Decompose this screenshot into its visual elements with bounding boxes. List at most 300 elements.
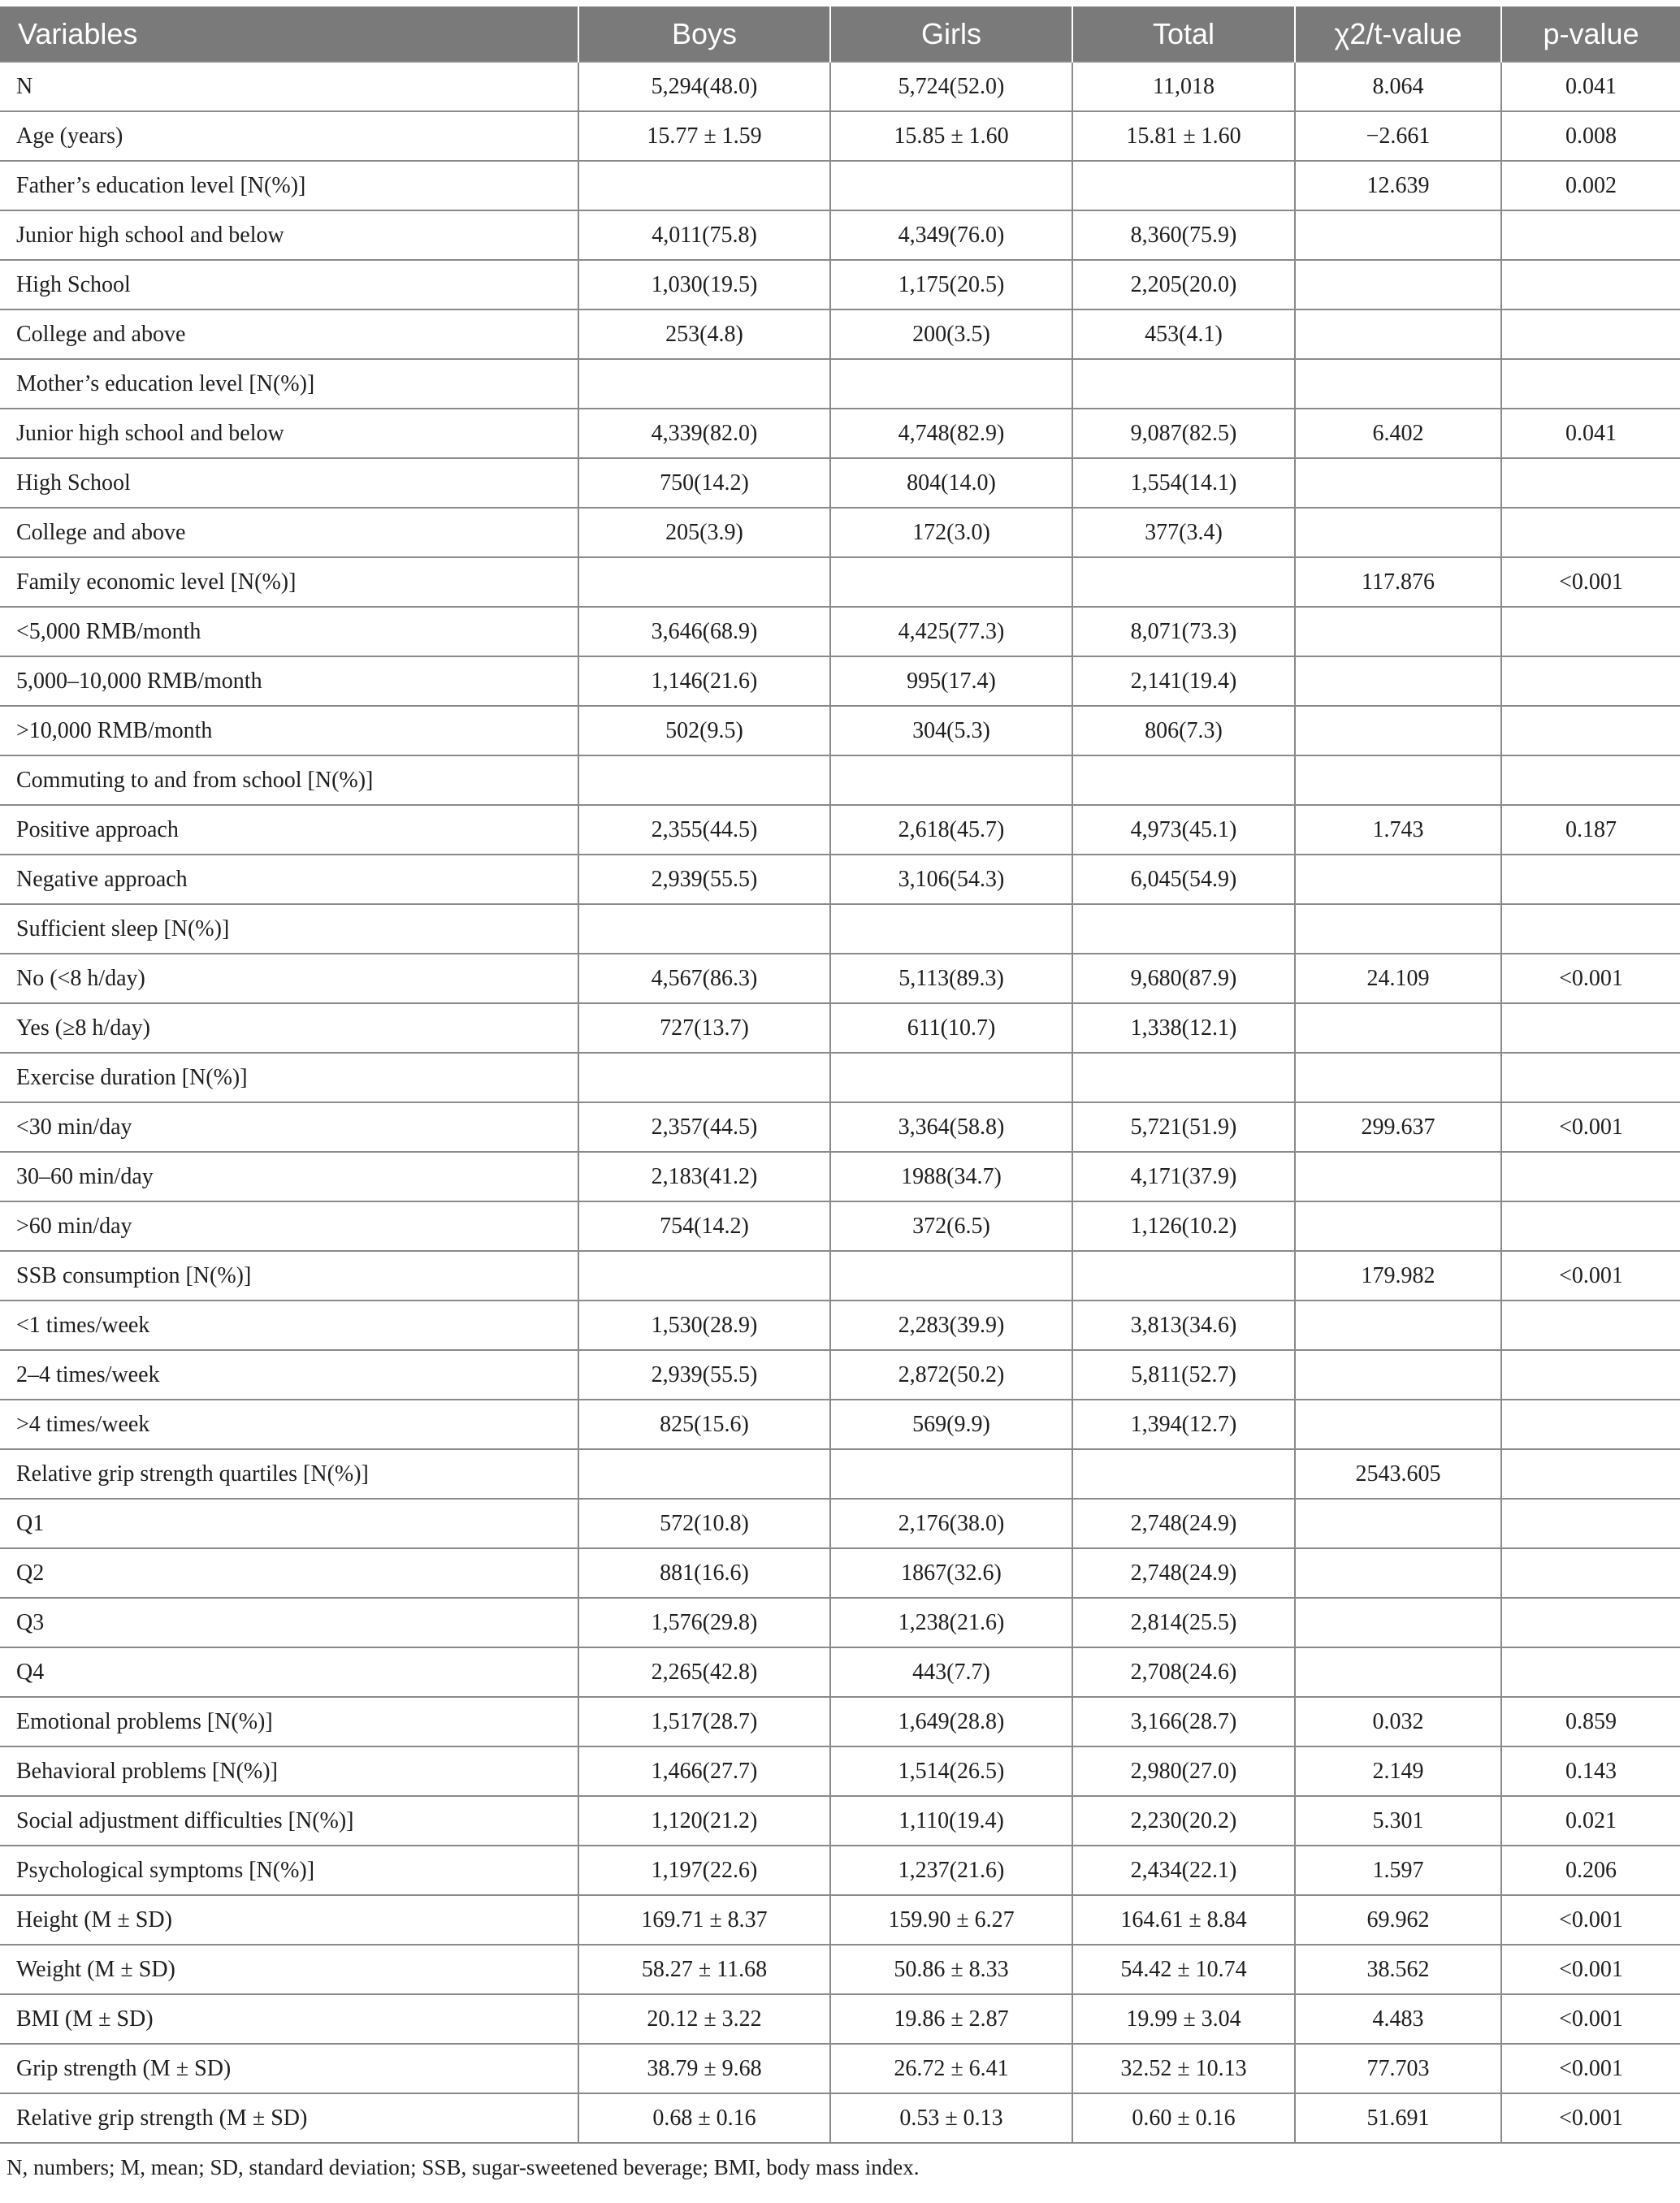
variable-cell: Father’s education level [N(%)] [0, 161, 578, 210]
total-cell: 4,171(37.9) [1072, 1152, 1295, 1201]
girls-cell: 569(9.9) [830, 1400, 1072, 1449]
statistic-cell: 38.562 [1295, 1945, 1501, 1994]
variable-cell: Family economic level [N(%)] [0, 557, 578, 607]
variable-cell: Junior high school and below [0, 210, 578, 260]
variable-cell: >60 min/day [0, 1201, 578, 1251]
variable-cell: >10,000 RMB/month [0, 706, 578, 755]
variable-cell: 2–4 times/week [0, 1350, 578, 1400]
p-value-cell: 0.008 [1501, 111, 1680, 161]
table-row [0, 1301, 1680, 1350]
total-cell: 1,338(12.1) [1072, 1003, 1295, 1053]
total-cell: 5,721(51.9) [1072, 1102, 1295, 1152]
total-cell: 2,814(25.5) [1072, 1598, 1295, 1647]
boys-cell: 750(14.2) [578, 458, 830, 508]
variable-cell: High School [0, 260, 578, 309]
statistic-cell [1295, 904, 1501, 954]
variable-cell: 5,000–10,000 RMB/month [0, 656, 578, 706]
girls-cell: 443(7.7) [830, 1647, 1072, 1697]
total-cell: 8,360(75.9) [1072, 210, 1295, 260]
variable-cell: Sufficient sleep [N(%)] [0, 904, 578, 954]
statistic-cell [1295, 706, 1501, 755]
table-row [0, 1201, 1680, 1251]
girls-cell: 995(17.4) [830, 656, 1072, 706]
table-row [0, 1994, 1680, 2044]
p-value-cell: 0.021 [1501, 1796, 1680, 1846]
girls-cell: 611(10.7) [830, 1003, 1072, 1053]
statistic-cell: 12.639 [1295, 161, 1501, 210]
p-value-cell [1501, 904, 1680, 954]
statistic-cell [1295, 1350, 1501, 1400]
data-table [0, 6, 1680, 2144]
statistic-cell: 1.743 [1295, 805, 1501, 855]
table-row [0, 1449, 1680, 1499]
variable-cell: Commuting to and from school [N(%)] [0, 755, 578, 805]
girls-cell [830, 161, 1072, 210]
total-cell: 806(7.3) [1072, 706, 1295, 755]
table-row [0, 954, 1680, 1003]
total-cell: 11,018 [1072, 62, 1295, 111]
variable-cell: Grip strength (M ± SD) [0, 2044, 578, 2093]
variable-cell: Weight (M ± SD) [0, 1945, 578, 1994]
boys-cell [578, 557, 830, 607]
table-row [0, 805, 1680, 855]
girls-cell: 0.53 ± 0.13 [830, 2093, 1072, 2143]
header-girls: Girls [830, 6, 1072, 62]
variable-cell: Q2 [0, 1548, 578, 1598]
girls-cell: 159.90 ± 6.27 [830, 1895, 1072, 1945]
boys-cell: 2,355(44.5) [578, 805, 830, 855]
table-row [0, 210, 1680, 260]
girls-cell [830, 359, 1072, 409]
header-variables: Variables [0, 6, 578, 62]
boys-cell: 1,197(22.6) [578, 1846, 830, 1895]
variable-cell: SSB consumption [N(%)] [0, 1251, 578, 1301]
header-row [0, 6, 1680, 62]
table-row [0, 1598, 1680, 1647]
statistic-cell [1295, 210, 1501, 260]
table-row [0, 1499, 1680, 1548]
p-value-cell [1501, 706, 1680, 755]
total-cell: 19.99 ± 3.04 [1072, 1994, 1295, 2044]
girls-cell: 5,113(89.3) [830, 954, 1072, 1003]
statistic-cell [1295, 458, 1501, 508]
header-boys: Boys [578, 6, 830, 62]
p-value-cell [1501, 1449, 1680, 1499]
boys-cell: 572(10.8) [578, 1499, 830, 1548]
total-cell: 453(4.1) [1072, 309, 1295, 359]
statistic-cell: −2.661 [1295, 111, 1501, 161]
header-p-value: p-value [1501, 6, 1680, 62]
variable-cell: High School [0, 458, 578, 508]
variable-cell: Emotional problems [N(%)] [0, 1697, 578, 1746]
total-cell [1072, 1053, 1295, 1102]
girls-cell: 304(5.3) [830, 706, 1072, 755]
p-value-cell [1501, 210, 1680, 260]
p-value-cell: 0.041 [1501, 409, 1680, 458]
statistic-cell [1295, 1003, 1501, 1053]
table-row [0, 607, 1680, 656]
variable-cell: Q4 [0, 1647, 578, 1697]
statistic-cell: 179.982 [1295, 1251, 1501, 1301]
boys-cell: 1,517(28.7) [578, 1697, 830, 1746]
boys-cell [578, 755, 830, 805]
total-cell: 2,205(20.0) [1072, 260, 1295, 309]
boys-cell: 1,030(19.5) [578, 260, 830, 309]
p-value-cell [1501, 1301, 1680, 1350]
girls-cell: 2,176(38.0) [830, 1499, 1072, 1548]
total-cell: 9,680(87.9) [1072, 954, 1295, 1003]
p-value-cell [1501, 1053, 1680, 1102]
statistic-cell [1295, 855, 1501, 904]
total-cell: 54.42 ± 10.74 [1072, 1945, 1295, 1994]
variable-cell: Social adjustment difficulties [N(%)] [0, 1796, 578, 1846]
variable-cell: <1 times/week [0, 1301, 578, 1350]
table-row [0, 1697, 1680, 1746]
p-value-cell [1501, 1152, 1680, 1201]
statistic-cell [1295, 309, 1501, 359]
boys-cell: 754(14.2) [578, 1201, 830, 1251]
table-row [0, 1400, 1680, 1449]
variable-cell: College and above [0, 508, 578, 557]
statistic-cell [1295, 260, 1501, 309]
girls-cell: 2,283(39.9) [830, 1301, 1072, 1350]
total-cell: 5,811(52.7) [1072, 1350, 1295, 1400]
total-cell: 3,166(28.7) [1072, 1697, 1295, 1746]
boys-cell: 1,120(21.2) [578, 1796, 830, 1846]
p-value-cell [1501, 855, 1680, 904]
statistic-cell [1295, 1152, 1501, 1201]
girls-cell: 1,175(20.5) [830, 260, 1072, 309]
p-value-cell: <0.001 [1501, 2044, 1680, 2093]
boys-cell: 502(9.5) [578, 706, 830, 755]
header-total: Total [1072, 6, 1295, 62]
girls-cell [830, 1449, 1072, 1499]
p-value-cell: <0.001 [1501, 1102, 1680, 1152]
total-cell [1072, 1251, 1295, 1301]
statistic-cell [1295, 607, 1501, 656]
table-row [0, 508, 1680, 557]
total-cell: 1,394(12.7) [1072, 1400, 1295, 1449]
variable-cell: Yes (≥8 h/day) [0, 1003, 578, 1053]
table-row [0, 1846, 1680, 1895]
girls-cell: 1,514(26.5) [830, 1746, 1072, 1796]
girls-cell: 1,238(21.6) [830, 1598, 1072, 1647]
total-cell: 2,748(24.9) [1072, 1548, 1295, 1598]
total-cell [1072, 557, 1295, 607]
table-row [0, 1796, 1680, 1846]
statistic-cell: 2543.605 [1295, 1449, 1501, 1499]
variable-cell: <30 min/day [0, 1102, 578, 1152]
table-row [0, 904, 1680, 954]
boys-cell: 253(4.8) [578, 309, 830, 359]
total-cell: 2,748(24.9) [1072, 1499, 1295, 1548]
statistic-cell: 117.876 [1295, 557, 1501, 607]
boys-cell [578, 904, 830, 954]
boys-cell: 1,530(28.9) [578, 1301, 830, 1350]
boys-cell [578, 1449, 830, 1499]
total-cell [1072, 1449, 1295, 1499]
girls-cell: 3,106(54.3) [830, 855, 1072, 904]
boys-cell: 4,567(86.3) [578, 954, 830, 1003]
table-row [0, 1102, 1680, 1152]
girls-cell [830, 557, 1072, 607]
total-cell: 2,230(20.2) [1072, 1796, 1295, 1846]
p-value-cell: 0.002 [1501, 161, 1680, 210]
p-value-cell [1501, 458, 1680, 508]
table-row [0, 1152, 1680, 1201]
p-value-cell [1501, 1647, 1680, 1697]
statistic-cell [1295, 1400, 1501, 1449]
table-row [0, 656, 1680, 706]
table-row [0, 359, 1680, 409]
total-cell: 15.81 ± 1.60 [1072, 111, 1295, 161]
table-header [0, 6, 1680, 62]
girls-cell: 15.85 ± 1.60 [830, 111, 1072, 161]
variable-cell: Psychological symptoms [N(%)] [0, 1846, 578, 1895]
table-row [0, 1746, 1680, 1796]
variable-cell: Positive approach [0, 805, 578, 855]
boys-cell: 4,339(82.0) [578, 409, 830, 458]
table-row [0, 2093, 1680, 2143]
boys-cell: 2,183(41.2) [578, 1152, 830, 1201]
girls-cell: 804(14.0) [830, 458, 1072, 508]
variable-cell: Junior high school and below [0, 409, 578, 458]
table-row [0, 111, 1680, 161]
boys-cell: 2,939(55.5) [578, 855, 830, 904]
table-row [0, 855, 1680, 904]
p-value-cell [1501, 1201, 1680, 1251]
girls-cell: 172(3.0) [830, 508, 1072, 557]
p-value-cell: 0.187 [1501, 805, 1680, 855]
boys-cell: 169.71 ± 8.37 [578, 1895, 830, 1945]
boys-cell: 20.12 ± 3.22 [578, 1994, 830, 2044]
table-row [0, 309, 1680, 359]
variable-cell: Age (years) [0, 111, 578, 161]
boys-cell: 0.68 ± 0.16 [578, 2093, 830, 2143]
statistic-cell: 1.597 [1295, 1846, 1501, 1895]
girls-cell: 50.86 ± 8.33 [830, 1945, 1072, 1994]
total-cell: 2,434(22.1) [1072, 1846, 1295, 1895]
p-value-cell [1501, 1598, 1680, 1647]
boys-cell: 825(15.6) [578, 1400, 830, 1449]
statistic-cell: 24.109 [1295, 954, 1501, 1003]
statistic-cell: 8.064 [1295, 62, 1501, 111]
p-value-cell [1501, 1350, 1680, 1400]
p-value-cell: <0.001 [1501, 1251, 1680, 1301]
table-row [0, 1945, 1680, 1994]
boys-cell: 727(13.7) [578, 1003, 830, 1053]
boys-cell: 1,146(21.6) [578, 656, 830, 706]
girls-cell: 26.72 ± 6.41 [830, 2044, 1072, 2093]
boys-cell: 4,011(75.8) [578, 210, 830, 260]
variable-cell: N [0, 62, 578, 111]
girls-cell: 5,724(52.0) [830, 62, 1072, 111]
table-footnote: N, numbers; M, mean; SD, standard deviation; SSB, sugar-sweetened beverage; BMI, body mass index. [6, 2155, 920, 2179]
variable-cell: Q1 [0, 1499, 578, 1548]
statistic-cell: 4.483 [1295, 1994, 1501, 2044]
statistic-cell [1295, 755, 1501, 805]
variable-cell: Mother’s education level [N(%)] [0, 359, 578, 409]
statistic-cell [1295, 1647, 1501, 1697]
total-cell: 0.60 ± 0.16 [1072, 2093, 1295, 2143]
statistic-cell [1295, 1598, 1501, 1647]
p-value-cell [1501, 260, 1680, 309]
total-cell: 1,554(14.1) [1072, 458, 1295, 508]
statistic-cell: 5.301 [1295, 1796, 1501, 1846]
variable-cell: 30–60 min/day [0, 1152, 578, 1201]
table-row [0, 2044, 1680, 2093]
girls-cell: 4,425(77.3) [830, 607, 1072, 656]
table-row [0, 260, 1680, 309]
table-row [0, 755, 1680, 805]
total-cell: 164.61 ± 8.84 [1072, 1895, 1295, 1945]
statistic-cell: 51.691 [1295, 2093, 1501, 2143]
variable-cell: Exercise duration [N(%)] [0, 1053, 578, 1102]
boys-cell [578, 1251, 830, 1301]
table-row [0, 1003, 1680, 1053]
statistic-cell: 6.402 [1295, 409, 1501, 458]
variable-cell: >4 times/week [0, 1400, 578, 1449]
girls-cell: 2,618(45.7) [830, 805, 1072, 855]
girls-cell [830, 904, 1072, 954]
total-cell: 3,813(34.6) [1072, 1301, 1295, 1350]
total-cell: 8,071(73.3) [1072, 607, 1295, 656]
boys-cell: 205(3.9) [578, 508, 830, 557]
p-value-cell [1501, 359, 1680, 409]
variable-cell: Negative approach [0, 855, 578, 904]
variable-cell: Behavioral problems [N(%)] [0, 1746, 578, 1796]
p-value-cell [1501, 656, 1680, 706]
boys-cell [578, 359, 830, 409]
girls-cell: 1,649(28.8) [830, 1697, 1072, 1746]
total-cell: 9,087(82.5) [1072, 409, 1295, 458]
girls-cell: 2,872(50.2) [830, 1350, 1072, 1400]
boys-cell: 2,357(44.5) [578, 1102, 830, 1152]
boys-cell: 2,939(55.5) [578, 1350, 830, 1400]
variable-cell: BMI (M ± SD) [0, 1994, 578, 2044]
total-cell: 4,973(45.1) [1072, 805, 1295, 855]
table-body [0, 62, 1680, 2143]
statistic-cell: 69.962 [1295, 1895, 1501, 1945]
p-value-cell: <0.001 [1501, 1945, 1680, 1994]
p-value-cell: <0.001 [1501, 954, 1680, 1003]
boys-cell: 1,466(27.7) [578, 1746, 830, 1796]
table-row [0, 62, 1680, 111]
p-value-cell: 0.041 [1501, 62, 1680, 111]
boys-cell: 38.79 ± 9.68 [578, 2044, 830, 2093]
p-value-cell [1501, 1003, 1680, 1053]
statistic-cell [1295, 1301, 1501, 1350]
total-cell: 2,708(24.6) [1072, 1647, 1295, 1697]
table-container [0, 6, 1680, 2180]
boys-cell [578, 161, 830, 210]
p-value-cell: <0.001 [1501, 2093, 1680, 2143]
table-row [0, 409, 1680, 458]
girls-cell: 372(6.5) [830, 1201, 1072, 1251]
p-value-cell [1501, 309, 1680, 359]
girls-cell: 1988(34.7) [830, 1152, 1072, 1201]
table-row [0, 706, 1680, 755]
boys-cell [578, 1053, 830, 1102]
total-cell [1072, 161, 1295, 210]
girls-cell: 1867(32.6) [830, 1548, 1072, 1598]
statistic-cell: 299.637 [1295, 1102, 1501, 1152]
girls-cell [830, 755, 1072, 805]
variable-cell: College and above [0, 309, 578, 359]
boys-cell: 2,265(42.8) [578, 1647, 830, 1697]
p-value-cell [1501, 755, 1680, 805]
table-row [0, 557, 1680, 607]
p-value-cell: 0.859 [1501, 1697, 1680, 1746]
variable-cell: Relative grip strength (M ± SD) [0, 2093, 578, 2143]
girls-cell: 1,110(19.4) [830, 1796, 1072, 1846]
statistic-cell [1295, 1499, 1501, 1548]
boys-cell: 5,294(48.0) [578, 62, 830, 111]
p-value-cell: <0.001 [1501, 557, 1680, 607]
girls-cell [830, 1053, 1072, 1102]
girls-cell: 4,349(76.0) [830, 210, 1072, 260]
table-row [0, 458, 1680, 508]
statistic-cell [1295, 508, 1501, 557]
girls-cell: 1,237(21.6) [830, 1846, 1072, 1895]
p-value-cell: <0.001 [1501, 1895, 1680, 1945]
girls-cell: 19.86 ± 2.87 [830, 1994, 1072, 2044]
total-cell: 2,141(19.4) [1072, 656, 1295, 706]
p-value-cell [1501, 1548, 1680, 1598]
table-row [0, 1548, 1680, 1598]
total-cell: 32.52 ± 10.13 [1072, 2044, 1295, 2093]
p-value-cell [1501, 508, 1680, 557]
total-cell: 377(3.4) [1072, 508, 1295, 557]
boys-cell: 15.77 ± 1.59 [578, 111, 830, 161]
table-row [0, 1053, 1680, 1102]
header-chi-t-value: χ2/t-value [1295, 6, 1501, 62]
girls-cell: 200(3.5) [830, 309, 1072, 359]
p-value-cell [1501, 1499, 1680, 1548]
statistic-cell: 0.032 [1295, 1697, 1501, 1746]
table-row [0, 1350, 1680, 1400]
p-value-cell: 0.206 [1501, 1846, 1680, 1895]
variable-cell: Relative grip strength quartiles [N(%)] [0, 1449, 578, 1499]
variable-cell: Q3 [0, 1598, 578, 1647]
statistic-cell [1295, 1548, 1501, 1598]
variable-cell: <5,000 RMB/month [0, 607, 578, 656]
boys-cell: 881(16.6) [578, 1548, 830, 1598]
total-cell [1072, 359, 1295, 409]
variable-cell: No (<8 h/day) [0, 954, 578, 1003]
total-cell: 2,980(27.0) [1072, 1746, 1295, 1796]
girls-cell: 4,748(82.9) [830, 409, 1072, 458]
table-row [0, 1647, 1680, 1697]
girls-cell: 3,364(58.8) [830, 1102, 1072, 1152]
table-row [0, 1895, 1680, 1945]
total-cell [1072, 904, 1295, 954]
statistic-cell: 2.149 [1295, 1746, 1501, 1796]
table-row [0, 1251, 1680, 1301]
total-cell: 1,126(10.2) [1072, 1201, 1295, 1251]
statistic-cell: 77.703 [1295, 2044, 1501, 2093]
statistic-cell [1295, 656, 1501, 706]
boys-cell: 3,646(68.9) [578, 607, 830, 656]
p-value-cell [1501, 607, 1680, 656]
total-cell: 6,045(54.9) [1072, 855, 1295, 904]
p-value-cell: 0.143 [1501, 1746, 1680, 1796]
statistic-cell [1295, 1201, 1501, 1251]
statistic-cell [1295, 359, 1501, 409]
p-value-cell [1501, 1400, 1680, 1449]
variable-cell: Height (M ± SD) [0, 1895, 578, 1945]
boys-cell: 1,576(29.8) [578, 1598, 830, 1647]
